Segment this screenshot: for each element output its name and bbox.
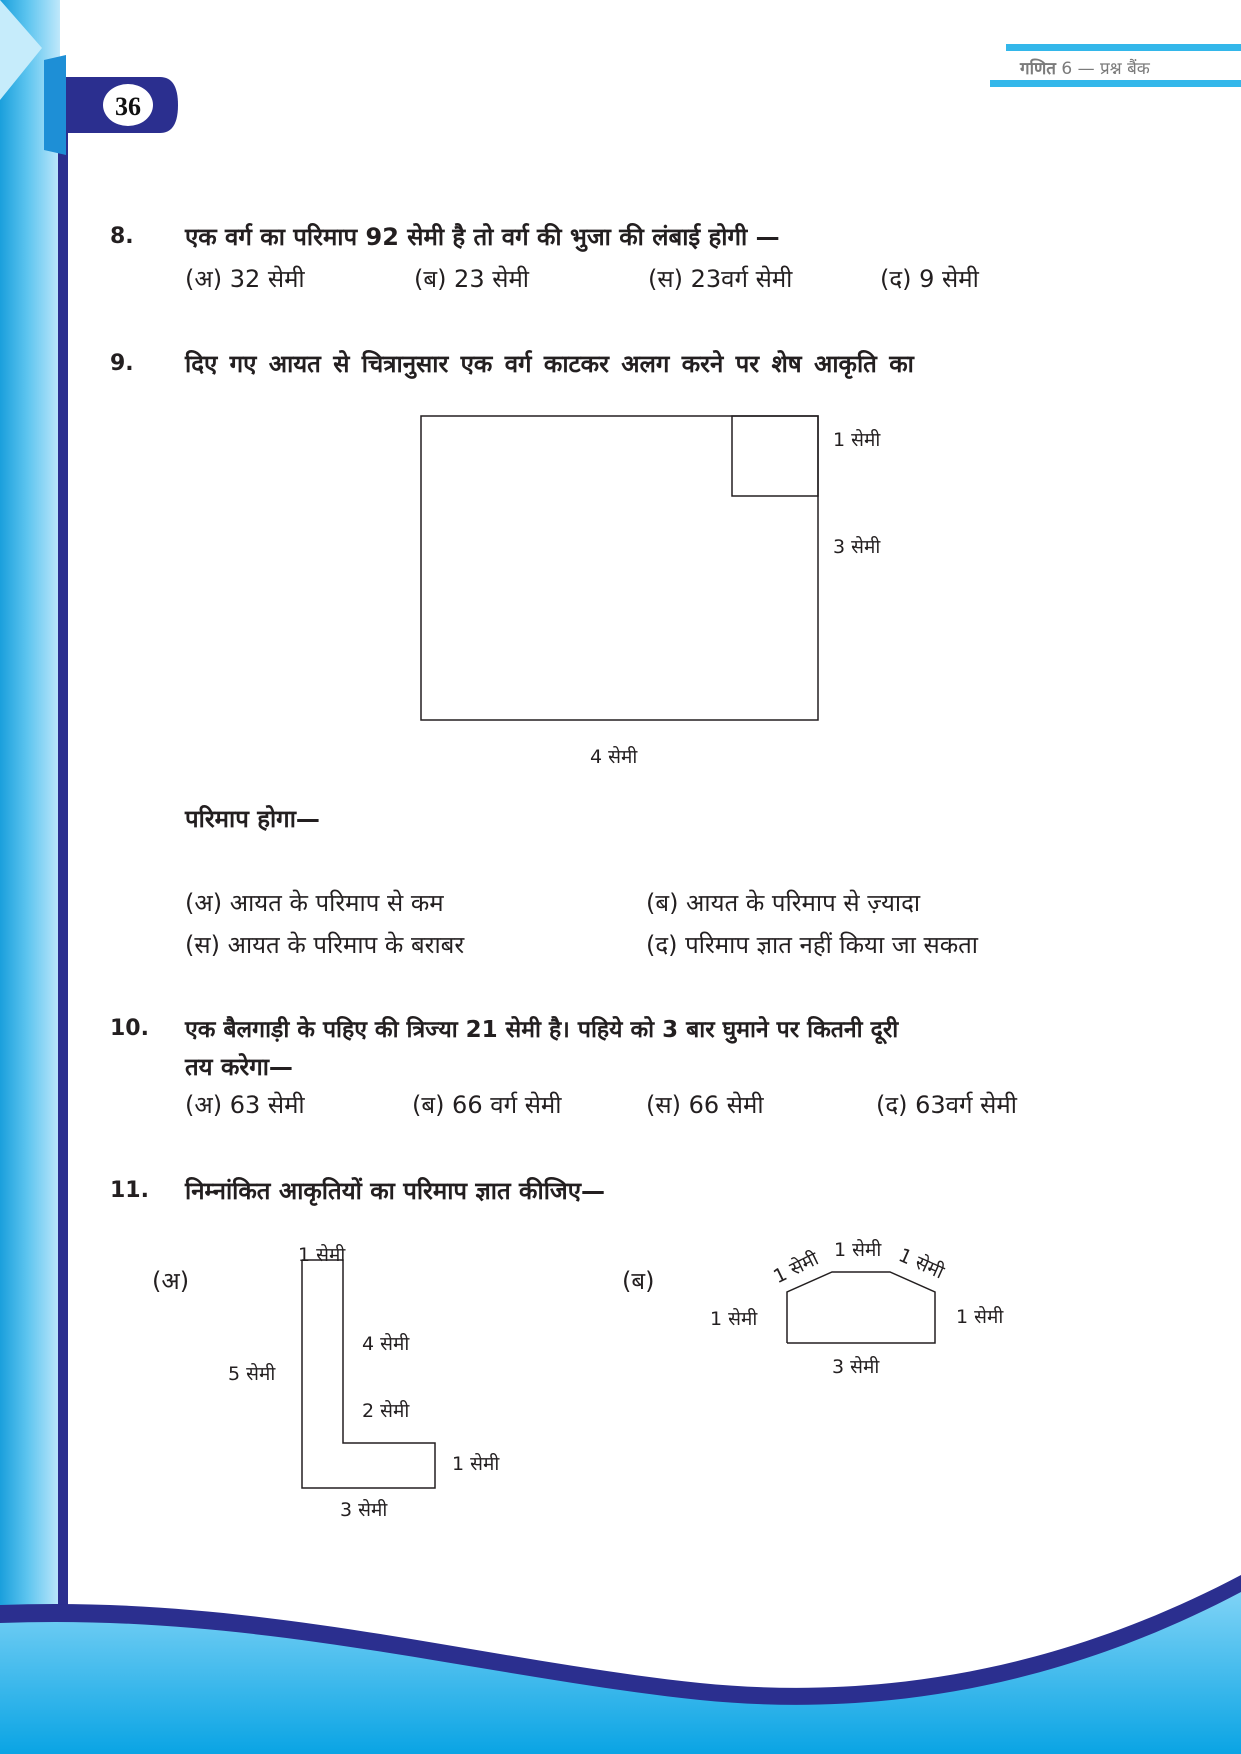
bottom-wave-decoration [0, 1565, 1241, 1754]
q10-text-line2: तय करेगा— [185, 1053, 293, 1081]
q9-label-square-side: 1 सेमी [833, 429, 881, 451]
q10-option-c: (स) 66 सेमी [646, 1091, 764, 1119]
page-number: 36 [115, 92, 141, 121]
q10-option-d: (द) 63वर्ग सेमी [876, 1091, 1017, 1119]
fig-b-outline [787, 1272, 935, 1343]
left-decorative-band [0, 0, 60, 1754]
left-vertical-rule [58, 95, 68, 1675]
q11-number: 11. [110, 1178, 149, 1203]
corner-shape [0, 0, 42, 100]
q9-option-c: (स) आयत के परिमाप के बराबर [185, 931, 465, 959]
header-accent-top [1006, 44, 1241, 51]
fig-a-left-label: 5 सेमी [228, 1363, 276, 1385]
q11-figure-a-l-shape [290, 1255, 450, 1495]
q9-option-d: (द) परिमाप ज्ञात नहीं किया जा सकता [646, 931, 979, 959]
q9-label-width: 4 सेमी [590, 746, 638, 768]
l-shape-outline [302, 1260, 435, 1488]
fig-b-bottom-label: 3 सेमी [832, 1356, 880, 1378]
fig-b-slant-right-label: 1 सेमी [895, 1244, 948, 1284]
header-accent-bottom [990, 80, 1241, 87]
q9-text-continued: परिमाप होगा— [185, 805, 320, 833]
fig-b-top-label: 1 सेमी [834, 1239, 882, 1261]
q11-fig-a-label: (अ) [152, 1267, 190, 1295]
q10-option-a: (अ) 63 सेमी [185, 1091, 305, 1119]
fig-a-inner-lower-label: 2 सेमी [362, 1400, 410, 1422]
fig-b-right-label: 1 सेमी [956, 1306, 1004, 1328]
q8-option-b: (ब) 23 सेमी [414, 265, 530, 293]
running-header [1020, 56, 1150, 79]
q8-number: 8. [110, 224, 134, 249]
q10-option-b: (ब) 66 वर्ग सेमी [412, 1091, 562, 1119]
q9-label-height: 3 सेमी [833, 536, 881, 558]
q10-text-line1: एक बैलगाड़ी के पहिए की त्रिज्या 21 सेमी है। पहिये को 3 बार घुमाने पर कितनी दूरी [185, 1017, 899, 1043]
q9-text: दिए गए आयत से चित्रानुसार एक वर्ग काटकर अलग करने पर शेष आकृति का [185, 350, 914, 378]
q9-number: 9. [110, 351, 134, 376]
fig-a-inner-upper-label: 4 सेमी [362, 1333, 410, 1355]
header-title: गणित [1020, 59, 1056, 79]
fig-b-left-label: 1 सेमी [710, 1308, 758, 1330]
page-number-flag [40, 55, 180, 155]
q11-text: निम्नांकित आकृतियों का परिमाप ज्ञात कीजिए— [185, 1177, 605, 1205]
q8-option-c: (स) 23वर्ग सेमी [648, 265, 793, 293]
flag-pole-shape [44, 55, 66, 155]
q8-option-d: (द) 9 सेमी [880, 265, 979, 293]
fig-a-top-label: 1 सेमी [298, 1244, 346, 1266]
q11-fig-b-label: (ब) [622, 1267, 655, 1295]
q8-option-a: (अ) 32 सेमी [185, 265, 305, 293]
header-subtitle: 6 — प्रश्न बैंक [1061, 59, 1150, 79]
fig-b-slant-left-label: 1 सेमी [770, 1247, 823, 1289]
fig-a-bottom-label: 3 सेमी [340, 1499, 388, 1521]
q9-cut-square [732, 416, 818, 496]
q10-number: 10. [110, 1016, 149, 1041]
q9-rectangle-figure [410, 405, 830, 725]
q9-option-b: (ब) आयत के परिमाप से ज़्यादा [646, 889, 921, 917]
q8-text: एक वर्ग का परिमाप 92 सेमी है तो वर्ग की भुजा की लंबाई होगी — [185, 223, 780, 251]
fig-a-step-label: 1 सेमी [452, 1453, 500, 1475]
q9-option-a: (अ) आयत के परिमाप से कम [185, 889, 444, 917]
q9-rectangle [421, 416, 818, 720]
